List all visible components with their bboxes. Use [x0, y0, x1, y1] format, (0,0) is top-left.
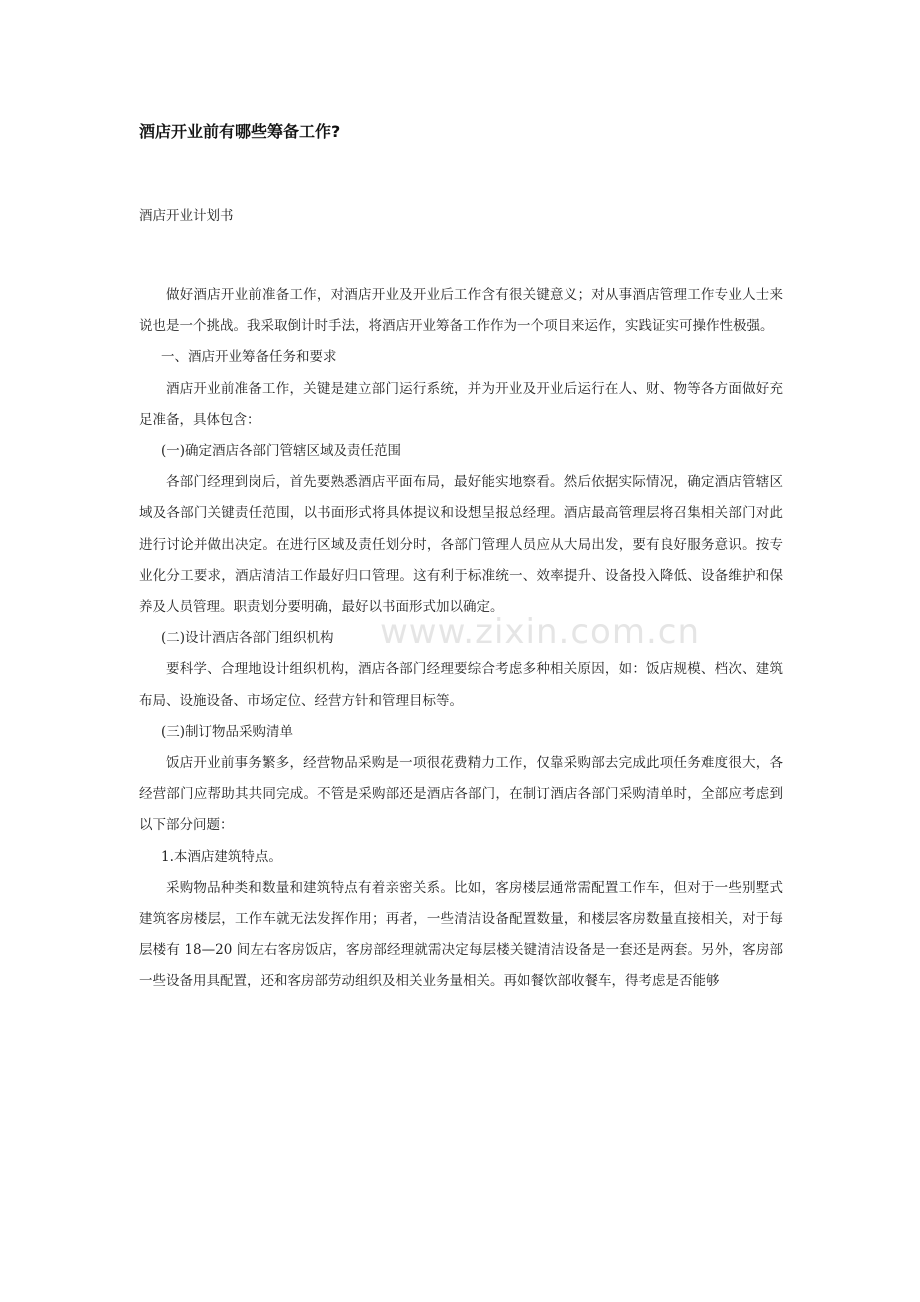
document-title: 酒店开业前有哪些筹备工作?: [139, 122, 341, 141]
section-heading: 一、酒店开业筹备任务和要求: [161, 349, 337, 366]
subsection-heading: (三)制订物品采购清单: [161, 723, 294, 740]
watermark-text: www.zixin.com.cn: [380, 612, 700, 652]
numbered-point-heading: 1.本酒店建筑特点。: [161, 848, 282, 865]
subsection-paragraph: 各部门经理到岗后，首先要熟悉酒店平面布局，最好能实地察看。然后依据实际情况，确定酒店管辖区域及各部门关键责任范围，以书面形式将具体提议和设想呈报总经理。酒店最高管理层将召集相关部门对此进行讨论并做出决定。在进行区域及责任划分时，各部门管理人员应从大局出发，要有良好服务意识。按专业化分工要求，酒店清洁工作最好归口管理。这有利于标准统一、效率提升、设备投入降低、设备维护和保养及人员管理。职责划分要明确，最好以书面形式加以确定。: [139, 474, 783, 616]
document-body: [139, 280, 783, 998]
intro-paragraph: 做好酒店开业前准备工作，对酒店开业及开业后工作含有很关键意义；对从事酒店管理工作专业人士来说也是一个挑战。我采取倒计时手法，将酒店开业筹备工作作为一个项目来运作，实践证实可操作性极强。: [139, 287, 783, 335]
subsection-paragraph: 要科学、合理地设计组织机构，酒店各部门经理要综合考虑多种相关原因，如：饭店规模、档次、建筑布局、设施设备、市场定位、经营方针和管理目标等。: [139, 661, 783, 709]
subsection-heading: (一)确定酒店各部门管辖区域及责任范围: [161, 443, 402, 460]
document-subtitle: 酒店开业计划书: [139, 208, 234, 224]
numbered-point-paragraph: 采购物品种类和数量和建筑特点有着亲密关系。比如，客房楼层通常需配置工作车，但对于一些别墅式建筑客房楼层，工作车就无法发挥作用；再者，一些清洁设备配置数量，和楼层客房数量直接相关，对于每层楼有 18—20 间左右客房饭店，客房部经理就需决定每层楼关键清洁设备是一套还是两套。另外，客房部一些设备用具配置，还和客房部劳动组织及相关业务量相关。再如餐饮部收餐车，得考虑是否能够: [139, 879, 783, 990]
section-paragraph: 酒店开业前准备工作，关键是建立部门运行系统，并为开业及开业后运行在人、财、物等各方面做好充足准备，具体包含：: [139, 380, 783, 428]
subsection-paragraph: 饭店开业前事务繁多，经营物品采购是一项很花费精力工作，仅靠采购部去完成此项任务难度很大，各经营部门应帮助其共同完成。不管是采购部还是酒店各部门，在制订酒店各部门采购清单时，全部应考虑到以下部分问题：: [139, 755, 783, 834]
subsection-heading: (二)设计酒店各部门组织机构: [161, 630, 334, 647]
